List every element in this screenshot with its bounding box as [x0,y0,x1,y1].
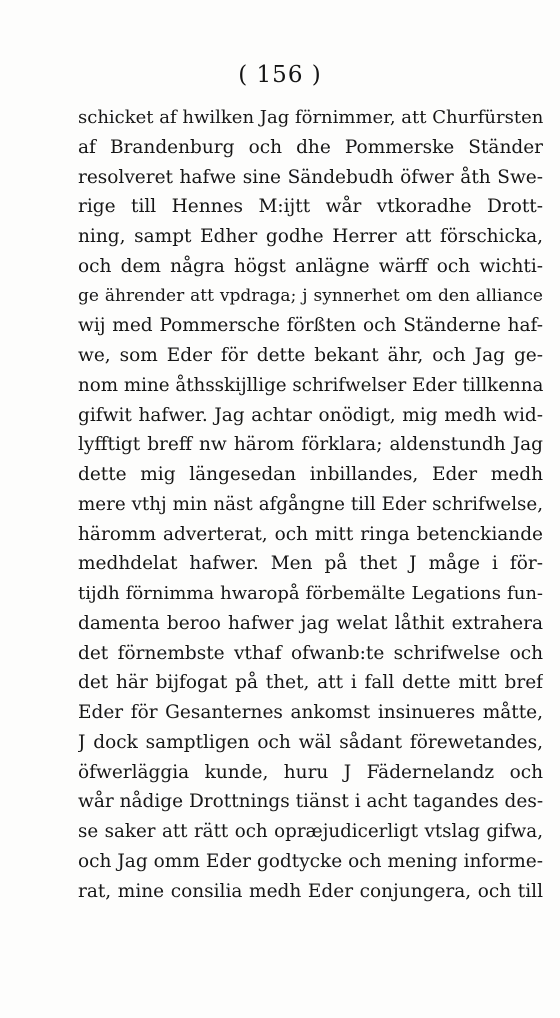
text-line: Eder för Gesanternes ankomst insinueres måtte, [78,702,543,723]
text-line: damenta beroo hafwer jag welat låthit extrahera [78,612,543,634]
text-line: rige till Hennes M:ijtt wår vtkoradhe Drott- [78,196,543,218]
body-text [78,103,543,906]
text-line: och Jag omm Eder godtycke och mening informe- [78,850,543,872]
text-line: öfwerläggia kunde, huru J Fädernelandz och [78,761,543,783]
text-line: häromm adverterat, och mitt ringa betenckiande [78,523,543,545]
text-line: lyfftigt breff nw härom förklara; aldenstundh Jag [78,434,543,456]
text-line: medhdelat hafwer. Men på thet J måge i för- [78,553,543,575]
text-line: dette mig längesedan inbillandes, Eder medh [78,464,543,485]
text-line: ning, sampt Edher godhe Herrer att förschicka, [78,226,543,247]
text-line: och dem några högst anlägne wärff och wichti- [78,255,543,277]
text-line: schicket af hwilken Jag förnimmer, att Churfürsten [78,107,543,128]
page-number: ( 156 ) [238,62,322,88]
text-line: rat, mine consilia medh Eder conjungera, och till [78,880,543,902]
text-line: resolveret hafwe sine Sändebudh öfwer åth Swe- [78,166,543,188]
text-line: gifwit hafwer. Jag achtar onödigt, mig medh wid- [78,404,543,426]
text-line: wår nådige Drottnings tiänst i acht tagandes des- [78,791,543,813]
text-line: se saker att rätt och opræjudicerligt vtslag gifwa, [78,821,543,842]
text-line: J dock samptligen och wäl sådant förewetandes, [78,731,543,753]
text-line: mere vthj min näst afgångne till Eder schrifwelse, [78,493,543,515]
text-line: af Brandenburg och dhe Pommerske Ständer [78,136,543,158]
text-line: det här bijfogat på thet, att i fall dette mitt bref [78,672,543,694]
text-line: nom mine åthsskijllige schrifwelser Eder tillkenna [78,374,543,396]
text-line: ge ährender att vpdraga; j synnerhet om den alliance [78,285,543,306]
text-line: det förnembste vthaf ofwanb:te schrifwelse och [78,642,543,664]
text-line: wij med Pommersche förßten och Ständerne haf- [78,315,543,337]
text-line: tijdh förnimma hwaropå förbemälte Legations fun- [78,583,543,604]
text-line: we, som Eder för dette bekant ähr, och Jag ge- [78,345,543,366]
